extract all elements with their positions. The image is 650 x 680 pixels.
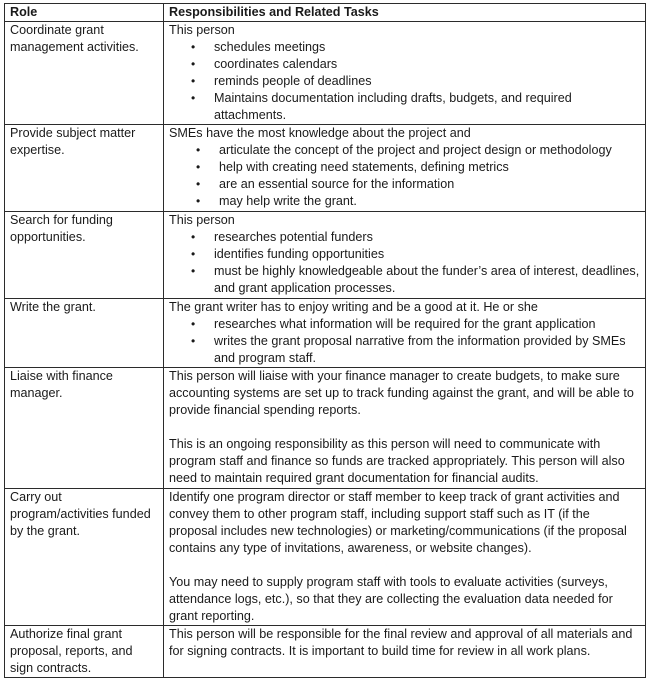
table-row xyxy=(5,299,646,368)
column-header-responsibilities: Responsibilities and Related Tasks xyxy=(164,4,646,22)
bullet-icon: • xyxy=(191,317,196,331)
list-item: • must be highly knowledgeable about the funder’s area of interest, deadlines, and grant application processes. xyxy=(191,264,640,295)
table-header-row xyxy=(5,4,646,22)
bullet-icon: • xyxy=(196,160,201,174)
responsibilities-cell xyxy=(164,212,646,299)
table-row xyxy=(5,125,646,212)
table-row xyxy=(5,368,646,489)
task-list xyxy=(169,142,641,210)
cell-intro: This person xyxy=(169,23,235,37)
table-row xyxy=(5,626,646,678)
role-cell: Provide subject matter expertise. xyxy=(5,125,164,212)
responsibilities-cell xyxy=(164,626,646,678)
cell-intro: The grant writer has to enjoy writing and be a good at it. He or she xyxy=(169,300,538,314)
task-list xyxy=(169,39,641,124)
responsibilities-cell xyxy=(164,125,646,212)
bullet-icon: • xyxy=(191,74,196,88)
list-item: • reminds people of deadlines xyxy=(191,74,372,88)
list-item: • may help write the grant. xyxy=(196,194,357,208)
bullet-icon: • xyxy=(191,57,196,71)
role-cell: Search for funding opportunities. xyxy=(5,212,164,299)
bullet-icon: • xyxy=(191,91,196,105)
bullet-icon: • xyxy=(191,40,196,54)
task-list xyxy=(169,316,641,367)
role-cell: Liaise with finance manager. xyxy=(5,368,164,489)
bullet-icon: • xyxy=(191,247,196,261)
bullet-icon: • xyxy=(191,334,196,348)
responsibilities-cell xyxy=(164,299,646,368)
cell-intro: This person xyxy=(169,213,235,227)
role-cell: Write the grant. xyxy=(5,299,164,368)
list-item: • articulate the concept of the project and project design or methodology xyxy=(196,143,612,157)
list-item: • help with creating need statements, defining metrics xyxy=(196,160,509,174)
task-list xyxy=(169,229,641,297)
paragraph: This person will be responsible for the final review and approval of all materials and for signing contracts. It is important to build time for review in all work plans. xyxy=(169,627,633,658)
paragraph: This is an ongoing responsibility as this person will need to communicate with program staff and finance so funds are tracked appropriately. This person will also need to maintain required grant documentation for financial audits. xyxy=(169,437,625,485)
list-item: • coordinates calendars xyxy=(191,57,338,71)
bullet-icon: • xyxy=(191,230,196,244)
role-cell: Carry out program/activities funded by the grant. xyxy=(5,489,164,626)
cell-intro: SMEs have the most knowledge about the project and xyxy=(169,126,471,140)
responsibilities-cell xyxy=(164,368,646,489)
list-item: • writes the grant proposal narrative from the information provided by SMEs and program staff. xyxy=(191,334,626,365)
list-item: • identifies funding opportunities xyxy=(191,247,385,261)
bullet-icon: • xyxy=(196,143,201,157)
list-item: • schedules meetings xyxy=(191,40,326,54)
bullet-icon: • xyxy=(191,264,196,278)
role-cell: Coordinate grant management activities. xyxy=(5,22,164,125)
column-header-role: Role xyxy=(5,4,164,22)
bullet-icon: • xyxy=(196,177,201,191)
responsibilities-cell xyxy=(164,489,646,626)
table-row xyxy=(5,22,646,125)
list-item: • researches potential funders xyxy=(191,230,373,244)
roles-table xyxy=(4,3,646,678)
list-item: • are an essential source for the information xyxy=(196,177,455,191)
table-row xyxy=(5,212,646,299)
paragraph: This person will liaise with your finance manager to create budgets, to make sure accounting systems are set up to track funding against the grant, and will be able to provide financial spending reports. xyxy=(169,369,634,417)
paragraph: Identify one program director or staff member to keep track of grant activities and convey them to other program staff, including support staff such as IT (if the proposal includes new technologies) or marketing/communications (if the proposal contains any type of invitations, awareness, or website changes). xyxy=(169,490,627,555)
responsibilities-cell xyxy=(164,22,646,125)
list-item: • Maintains documentation including drafts, budgets, and required attachments. xyxy=(191,91,572,122)
table-row xyxy=(5,489,646,626)
bullet-icon: • xyxy=(196,194,201,208)
paragraph: You may need to supply program staff with tools to evaluate activities (surveys, attendance logs, etc.), so that they are collecting the evaluation data needed for grant reporting. xyxy=(169,575,613,623)
role-cell: Authorize final grant proposal, reports, and sign contracts. xyxy=(5,626,164,678)
list-item: • researches what information will be required for the grant application xyxy=(191,317,596,331)
